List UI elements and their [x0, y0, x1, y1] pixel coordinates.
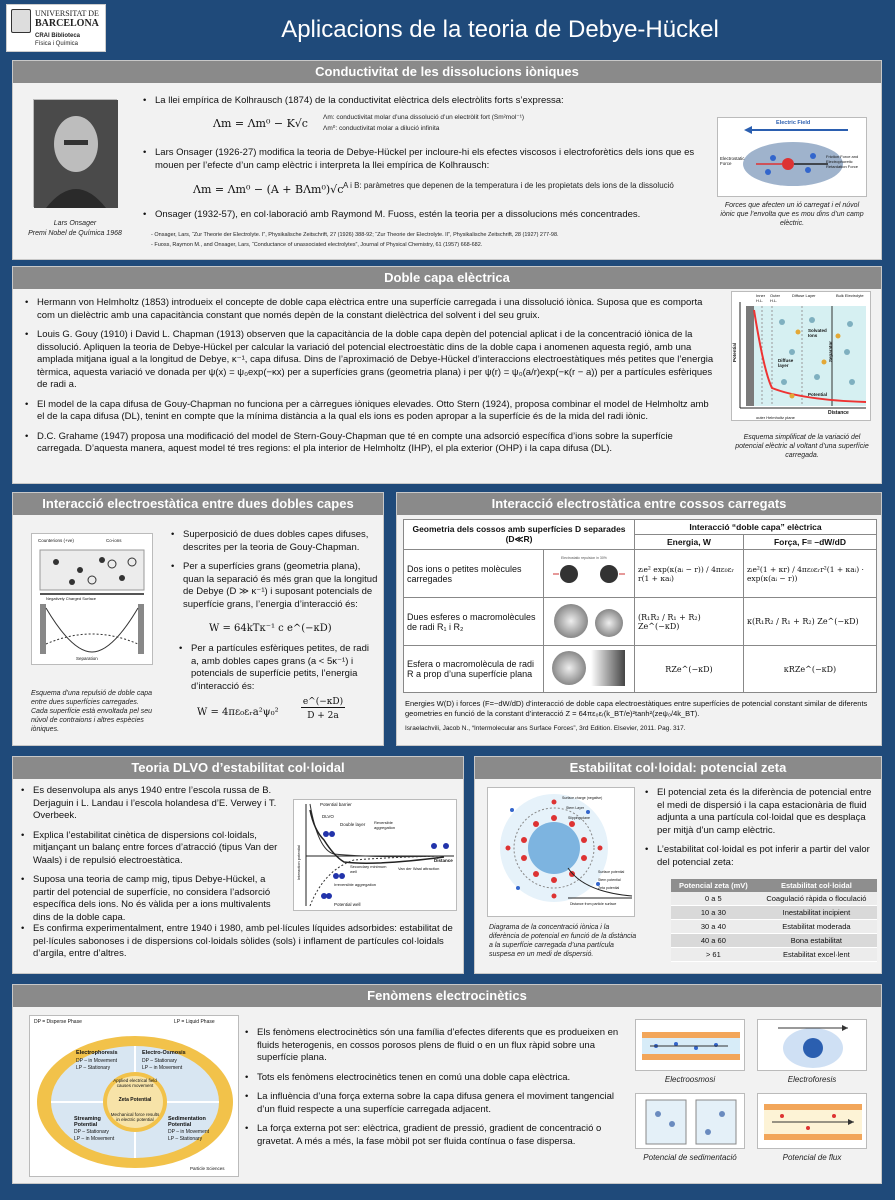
- formula-note2: Λm⁰: conductivitat molar a dilució infinita: [323, 125, 440, 132]
- fig-friction-force-label: Friction Force and Electrophoretic Retardation Force: [826, 154, 859, 169]
- formula-onsager-note: A i B: paràmetres que depenen de la temperatura i de les propietats dels ions de la dissolució: [343, 181, 674, 190]
- onsager-photo: [33, 99, 117, 207]
- bullet-superposition: • Superposició de dues dobles capes difuses, descrites per la teoria de Gouy-Chapman.: [171, 529, 379, 554]
- formula-onsager: Λm = Λm⁰ − (A + BΛm⁰)√c: [193, 183, 344, 196]
- caption-sedimentation: Potencial de sedimentació: [643, 1153, 737, 1162]
- formula-sphere-left: W = 4πε₀εᵣa²ψ₀²: [197, 707, 279, 718]
- bullet-zeta-definition: • El potencial zeta és la diferència de potencial entre el medi de dispersió i la capa estacionària de fluid adjunta a una partícula col·loidal que es desplaça per mitjà d’un camp elèctric.: [645, 787, 877, 837]
- interaction-reference: Israelachvili, Jacob N., “Intermolecular ans Surface Forces”, 3rd Edition. Elsevier, 2011. Pag. 317.: [405, 725, 686, 732]
- fig-electrostatic-force-label: Electrostatic Force: [720, 156, 745, 166]
- bullet-fuoss: • Onsager (1932-57), en col·laboració amb Raymond M. Fuoss, estén la teoria per a dissolucions més concentrades.: [143, 209, 713, 222]
- dlvo-bullets: [21, 785, 289, 931]
- section-title: Interacció electrostàtica entre cossos carregats: [397, 493, 881, 515]
- row1-fig-label: Electrostatic repulsion in 30%: [561, 555, 607, 560]
- diag-dp: DP = Disperse Phase: [34, 1019, 82, 1025]
- poster-title: Aplicacions de la teoria de Debye-Hückel: [281, 16, 719, 43]
- double-layer-bullets: [25, 297, 715, 463]
- fig-dlvo-label: DLVO: [322, 814, 334, 819]
- photo-caption-prize: Premi Nobel de Química 1968: [28, 230, 122, 237]
- bullet-ek-common: • Tots els fenòmens electrocinètics tenen en comú una doble capa elèctrica.: [245, 1072, 629, 1085]
- row3-label: Esfera o macromolècula de radi R a prop d’una superfície plana: [404, 646, 544, 693]
- fig-surface-charge: Surface charge (negative): [562, 796, 603, 800]
- fig-reversible-label: Reversible aggregation: [374, 820, 396, 830]
- zeta-stability: Inestabilitat incipient: [756, 906, 877, 920]
- section-zeta: [474, 756, 882, 974]
- row3-force: κRZe^(−κD): [743, 646, 876, 693]
- electroosmosis-figure: [635, 1019, 745, 1071]
- fig-coions-label: Co-ions: [106, 538, 122, 543]
- section-double-layer: [12, 266, 882, 484]
- fig-potential-barrier: Potential barrier: [320, 802, 352, 807]
- row1-figure: [544, 550, 635, 598]
- row2-energy: (R₁R₂ / R₁ + R₂) Ze^(−κD): [635, 598, 744, 646]
- bullet-onsager: • Lars Onsager (1926-27) modifica la teoria de Debye-Hückel per incloure-hi els efectes viscosos i electroforètics dels ions que es mouen per l’efecte d’un camp elèctric i interpreta la llei empírica de Kolhrausch:: [143, 147, 703, 172]
- formula-sphere-num: e^(−κD): [302, 697, 344, 707]
- fig-stern-layer: Stern Layer: [566, 806, 585, 810]
- double-layer-repulsion-caption: Esquema d’una repulsió de doble capa entre dues superfícies carregades. Cada superfície està envoltada pel seu núvol de contraions i altres espècies iòniques.: [31, 690, 153, 733]
- fig-inner-hl: Inner H.L.: [756, 293, 766, 303]
- section-title: Conductivitat de les dissolucions iòniques: [13, 61, 881, 83]
- fig-separator-label: Separator: [828, 340, 833, 362]
- section-electrokinetic: [12, 984, 882, 1184]
- formula-note1: Λm: conductivitat molar d’una dissolució d’un electròlit fort (Sm²mol⁻¹): [323, 114, 525, 121]
- electric-field-figure: [717, 117, 867, 197]
- fig-vdw-label: Van der Waal attraction: [398, 866, 440, 871]
- section-conductivity: [12, 60, 882, 260]
- table-row: [671, 906, 877, 920]
- diag-center-bottom: Mechanical force results in electric potential: [110, 1112, 160, 1122]
- table-row: [671, 892, 877, 906]
- bullet-gouy-chapman: • Louis G. Gouy (1910) i David L. Chapman (1913) observen que la capacitància de la doble capa depèn del potencial aplicat i de la concentració iònica de la dissolució. Apliquen la teoria de Debye-Hückel per calcular la variació del potencial electroestàtic dins de la doble capa i anomenen aquesta regió, amb una amplada mitjana igual a la longitud de Debye, κ⁻¹, capa difusa. Dins de l’aproximació de Debye-Hückel d’interaccions electroestàtiques més petites que l’energia tèrmica, aquesta variació ve donada per ψ(x) = ψ₀exp(−κx) per a superfícies grans (geometria plana) i per ψ(r) = ψ₀(a/r)exp(−κ(r − a)) per a partícules esfèriques de radi a.: [25, 329, 715, 392]
- university-seal-icon: [11, 9, 31, 33]
- zeta-stability: Estabilitat moderada: [756, 920, 877, 934]
- zeta-table: [671, 879, 877, 962]
- row2-force: κ(R₁R₂ / R₁ + R₂) Ze^(−κD): [743, 598, 876, 646]
- zeta-bullets: [645, 787, 877, 876]
- double-layer-repulsion-figure: [31, 533, 153, 665]
- th-energy: Energia, W: [635, 535, 744, 550]
- bullet-ek-influence: • La influència d’una força externa sobre la capa difusa genera el moviment tangencial d’un fluid respecte a una superfície carregada adjacent.: [245, 1091, 629, 1116]
- logo-line2: BARCELONA: [35, 18, 99, 29]
- conductivity-bullets: [143, 95, 703, 115]
- zeta-th-stability: Estabilitat col·loidal: [756, 879, 877, 892]
- diag-sed-dp: DP – in Movement: [168, 1129, 210, 1135]
- reference-2: - Fuoss, Raymon M., and Onsager, Lars, “Conductance of unassociated electrolytes”, Journal of Physical Chemistry, 61 (1957) 668-682.: [151, 242, 483, 248]
- bullet-dlvo-explain: • Explica l’estabilitat cinètica de dispersions col·loidals, mitjançant un balanç entre forces d’atracció (tipus Van der Waals) i de repulsió electroestàtica.: [21, 830, 289, 868]
- diag-stream-dp: DP – Stationary: [74, 1129, 109, 1135]
- th-geometry: Geometria dels cossos amb superfícies D separades (D≪R): [404, 520, 635, 550]
- section-title: Fenòmens electrocinètics: [13, 985, 881, 1007]
- section-title: Doble capa elèctrica: [13, 267, 881, 289]
- electric-field-caption: Forces que afecten un ió carregat i el núvol iònic que l’envolta que es mou dins d’un camp elèctric.: [720, 202, 864, 227]
- section-bodies-interaction: [396, 492, 882, 746]
- diag-eosm-dp: DP – Stationary: [142, 1058, 177, 1064]
- bullet-dlvo-origin: • Es desenvolupa als anys 1940 entre l’escola russa de B. Derjaguin i L. Landau i l’escola holandesa d’E. Verwey i T. Overbeek.: [21, 785, 289, 823]
- interaction-bullets: [171, 529, 379, 618]
- fig-interaction-potential: Interaction potential: [296, 845, 301, 880]
- diag-eosm-lp: LP – in Movement: [142, 1065, 183, 1071]
- fig-diffuse-layer: Diffuse layer: [778, 358, 794, 368]
- row1-label: Dos ions o petites molècules carregades: [404, 550, 544, 598]
- row3-energy: RZe^(−κD): [635, 646, 744, 693]
- zeta-figure: [487, 787, 635, 917]
- diag-stream-lp: LP – in Movement: [74, 1136, 115, 1142]
- bullet-kohlrausch: • La llei empírica de Kolhrausch (1874) de la conductivitat elèctrica dels electròlits forts s’expressa:: [143, 95, 703, 108]
- section-title: Estabilitat col·loidal: potencial zeta: [475, 757, 881, 779]
- portrait-icon: [34, 100, 118, 208]
- row1-energy: zᵢe² exp(κ(aᵢ − r)) / 4πε₀εᵣ r(1 + κaᵢ): [635, 550, 744, 598]
- caption-streaming: Potencial de flux: [782, 1153, 842, 1162]
- diag-credit: Particle Sciences: [190, 1166, 225, 1171]
- table-row: [671, 920, 877, 934]
- th-interaction: Interacció “doble capa” elèctrica: [635, 520, 877, 535]
- diag-zeta: Zeta Potential: [118, 1097, 152, 1103]
- dlvo-figure: [293, 799, 457, 911]
- th-force: Força, F= –dW/dD: [743, 535, 876, 550]
- fig-zeta-potential: Zeta potential: [598, 886, 620, 890]
- bullet-zeta-stability: • L’estabilitat col·loidal es pot inferir a partir del valor del potencial zeta:: [645, 844, 877, 869]
- fig-bulk-electrolyte: Bulk Electrolyte: [836, 293, 864, 298]
- bullet-helmholtz: • Hermann von Helmholtz (1853) introdueix el concepte de doble capa elèctrica entre una superfície carregada i una dissolució iònica. Suposa que es comporta com un dielèctric amb una capacitància constant que només depèn de la constant dielèctrica del solvent i del seu gruix.: [25, 297, 715, 322]
- section-dlvo: [12, 756, 464, 974]
- university-logo: [6, 4, 106, 52]
- section-title: Interacció electroestàtica entre dues dobles capes: [13, 493, 383, 515]
- logo-line4: Física i Química: [35, 41, 79, 47]
- bullet-flat-surfaces: • Per a superfícies grans (geometria plana), quan la separació és més gran que la longitud de Debye (D ≫ κ⁻¹) i suposant potencials de superfície grans, l’energia d’interacció és:: [171, 561, 379, 611]
- interaction-table: [403, 519, 877, 693]
- fig-distance-surface: Distance from particle surface: [570, 902, 617, 906]
- streaming-figure: [757, 1093, 867, 1149]
- electrokinetic-bullets: [245, 1027, 629, 1155]
- formula-kohlrausch: Λm = Λm⁰ − K√c: [213, 117, 308, 130]
- zeta-stability: Estabilitat excel·lent: [756, 948, 877, 962]
- fig-slipping-plane: Slipping plane: [568, 816, 590, 820]
- zeta-value: 40 a 60: [671, 934, 756, 948]
- fig-outer-plane-label: outer Helmholtz plane: [756, 415, 795, 420]
- double-layer-figure: [731, 291, 871, 421]
- logo-line1: UNIVERSITAT DE: [35, 9, 99, 18]
- fig-irreversible-label: Irreversible aggregation: [334, 882, 377, 887]
- fig-well-label: Potential well: [334, 902, 361, 907]
- diag-electroosmosis: Electro-Osmosis: [142, 1050, 186, 1056]
- fig-secondary-label: Secondary minimum well: [350, 864, 387, 874]
- row3-figure: [544, 646, 635, 693]
- zeta-value: 0 a 5: [671, 892, 756, 906]
- section-title: Teoria DLVO d’estabilitat col·loidal: [13, 757, 463, 779]
- bullet-spherical: • Per a partícules esfèriques petites, de radi a, amb dobles capes grans (a < 5κ⁻¹) i potencials de superfície petits, l’energia d’interacció és:: [179, 643, 379, 693]
- fig-separation-label: Separation: [76, 656, 98, 661]
- caption-electrophoresis: Electroforesis: [787, 1075, 837, 1084]
- zeta-caption: Diagrama de la concentració iònica i la diferència de potencial en funció de la distància a la superfície carregada d’una partícula suspesa en un medi de dispersió.: [489, 924, 637, 958]
- poster-header: [0, 0, 895, 58]
- interaction-table-note: Energies W(D) i forces (F=−dW/dD) d’interacció de doble capa electroestàtiques entre superfícies de potencial constant similar de diferents geometries en funció de la constant d’interacció Z = 64πε₀εᵣ(k_BT/e)²tanh²(zeψ₀/4k_BT).: [405, 699, 868, 718]
- zeta-value: > 61: [671, 948, 756, 962]
- fig-distance-label: Distance: [828, 410, 849, 416]
- diag-electrophoresis: Electrophoresis: [76, 1050, 118, 1056]
- bullet-dlvo-meanfield: • Suposa una teoria de camp mig, tipus Debye-Hückel, a partir del potencial de superfície, no considera l’adsorció específica dels ions. No és vàlida per a ions multivalents dins de la doble capa.: [21, 874, 289, 924]
- logo-line3: CRAI Biblioteca: [35, 33, 81, 39]
- electrophoresis-figure: [757, 1019, 867, 1071]
- reference-1: - Onsager, Lars, “Zur Theorie der Electrolyte. I”, Physikalische Zeitschrift, 27 (1926) 388-92; “Zur Theorie der Electrolyte. II”, Physikalische Zeitschrift, 28 (1927) 277-98.: [151, 232, 559, 238]
- row2-label: Dues esferes o macromolècules de radi R₁ i R₂: [404, 598, 544, 646]
- bullet-dlvo-experimental: • Es confirma experimentalment, entre 1940 i 1980, amb pel·lícules líquides adsorbides: estabilitat de pel·lícules sabonoses i de dispersions col·loidals sòlides (sols) i inflament de partícules col·loidals d’argila, entre d’altres.: [21, 923, 457, 961]
- zeta-stability: Coagulació ràpida o floculació: [756, 892, 877, 906]
- fig-electric-field-label: Electric Field: [776, 120, 811, 126]
- fig-stern-potential: Stern potential: [598, 878, 621, 882]
- sedimentation-figure: [635, 1093, 745, 1149]
- zeta-stability: Bona estabilitat: [756, 934, 877, 948]
- fig-potential-label: Potential: [808, 392, 828, 397]
- formula-sphere-den: D + 2a: [307, 711, 339, 721]
- diag-sed-lp: LP – Stationary: [168, 1136, 203, 1142]
- section-double-layer-interaction: [12, 492, 384, 746]
- fig-double-layer-label: Double layer: [340, 822, 366, 827]
- zeta-value: 30 a 40: [671, 920, 756, 934]
- row2-figure: [544, 598, 635, 646]
- photo-caption-name: Lars Onsager: [53, 220, 97, 227]
- table-row: [671, 934, 877, 948]
- zeta-th-value: Potencial zeta (mV): [671, 879, 756, 892]
- fig-yaxis-potential: Potential: [732, 342, 737, 362]
- electrokinetic-diagram: [29, 1015, 239, 1177]
- row1-force: zᵢe²(1 + κr) / 4πε₀εᵣr²(1 + κaᵢ) · exp(κ(aᵢ − r)): [743, 550, 876, 598]
- fig-diffuse-layer-top: Diffuse Layer: [792, 293, 816, 298]
- fig-distance-label: Distance: [434, 858, 453, 863]
- diag-sedimentation: Sedimentation Potential: [168, 1116, 206, 1128]
- diag-center-top: Applied electrical field causes movement: [113, 1078, 157, 1088]
- diag-ephor-dp: DP – in Movement: [76, 1058, 118, 1064]
- caption-electroosmosis: Electroosmosi: [664, 1075, 716, 1084]
- table-row: [671, 948, 877, 962]
- fig-surface-label: Negatively Charged Surface: [46, 596, 97, 601]
- double-layer-caption: Esquema simplificat de la variació del potencial elèctric al voltant d’una superfície carregada.: [735, 434, 869, 459]
- diag-lp: LP = Liquid Phase: [174, 1019, 215, 1025]
- diag-ephor-lp: LP – Stationary: [76, 1065, 111, 1071]
- fig-solvated-ions: Solvated Ions: [808, 328, 827, 338]
- fig-outer-hl: Outer H.L.: [770, 293, 781, 303]
- fig-surface-potential: Surface potential: [598, 870, 625, 874]
- bullet-ek-family: • Els fenòmens electrocinètics són una família d’efectes diferents que es produeixen en fluids heterogenis, en cossos porosos plens de fluid o en un flux ràpid sobre una superfície plana.: [245, 1027, 629, 1065]
- zeta-value: 10 a 30: [671, 906, 756, 920]
- formula-flat-energy: W = 64kTκ⁻¹ c e^(−κD): [209, 623, 332, 634]
- bullet-ek-forces: • La força externa pot ser: elèctrica, gradient de pressió, gradient de concentració o gravetat. A més a més, la fase mòbil pot ser fluida contínua o fase dispersa.: [245, 1123, 629, 1148]
- fig-counterions-label: Counterions (+ve): [38, 538, 74, 543]
- bullet-stern: • El model de la capa difusa de Gouy-Chapman no funciona per a càrregues iòniques elevades. Otto Stern (1924), proposa combinar el model de Helmholtz amb el de la capa difusa (DL), tenint en compte que la mínima distància a la qual els ions es poden apropar a la superfície és de la mida del radi iònic.: [25, 399, 715, 424]
- diag-streaming: Streaming Potential: [74, 1116, 101, 1128]
- bullet-grahame: • D.C. Grahame (1947) proposa una modificació del model de Stern-Gouy-Chapman que té en compte una adsorció específica d’ions sobre la superfície carregada. D’aquesta manera, aquest model té tres regions: el pla interior de Helmholtz (IHP), el pla exterior (OHP) i la capa difusa (DL).: [25, 431, 715, 456]
